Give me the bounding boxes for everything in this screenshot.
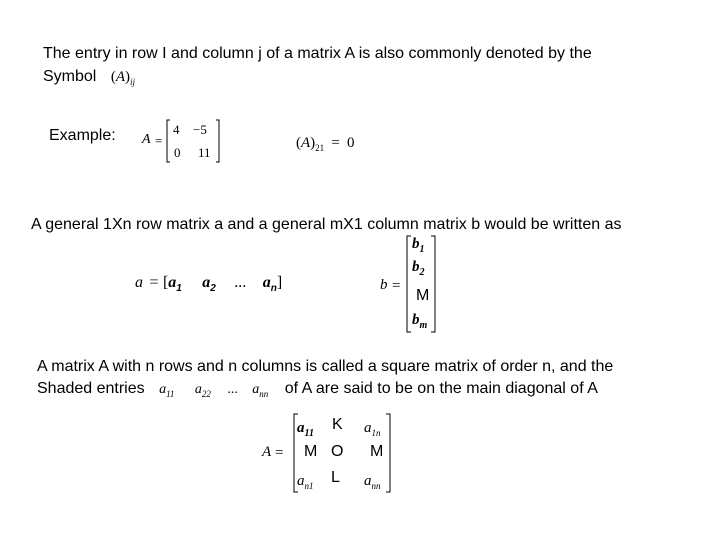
- diag-ann: $a_{nn}$: [252, 382, 269, 399]
- row-matrix-open-bracket: [: [162, 274, 169, 291]
- symbol-notation: $(A)_{ij}$: [110, 69, 135, 87]
- diag-dots: ...: [227, 382, 238, 397]
- example-cell-r1c1: 4: [173, 122, 180, 137]
- row-matrix-lhs: a: [135, 274, 143, 291]
- example-cell-r2c2: 11: [198, 145, 211, 160]
- general-matrix-line: A general 1Xn row matrix a and a general mX1 column matrix b would be written as: [31, 216, 622, 233]
- example-lhs: A: [142, 132, 151, 147]
- square-m-right: M: [370, 443, 384, 460]
- col-entry-b2: $b_2$: [412, 259, 425, 278]
- square-an1: $a_{n1}$: [297, 473, 314, 491]
- example-label: Example:: [49, 127, 116, 144]
- row-matrix-close-bracket: ]: [276, 274, 283, 291]
- col-entry-bm: $b_m$: [412, 312, 428, 331]
- square-eq: =: [275, 445, 284, 461]
- example-cell-r1c2: −5: [193, 122, 207, 137]
- square-matrix-line-1: A matrix A with n rows and n columns is called a square matrix of order n, and the: [37, 358, 614, 375]
- example-entry: $(A)_{21} = 0$: [296, 135, 355, 153]
- col-matrix: [378, 234, 438, 334]
- row-matrix: $a = [a_1$ $a_2$ ... $a_n$]: [135, 274, 283, 294]
- diagonal-suffix: of A are said to be on the main diagonal of A: [284, 380, 598, 397]
- square-matrix-line-2: [37, 379, 598, 404]
- col-entry-b1: $b_1$: [412, 236, 425, 255]
- square-l: L: [331, 469, 340, 486]
- example-eq: =: [155, 133, 163, 148]
- col-matrix-eq: =: [392, 278, 401, 294]
- symbol-label: Symbol: [43, 68, 97, 85]
- square-a1n: $a_{1n}$: [364, 420, 381, 438]
- square-a11: $a_{11}$: [297, 420, 314, 439]
- col-matrix-brackets: [378, 234, 438, 334]
- example-matrix: [140, 118, 230, 164]
- col-entry-mid: M: [416, 287, 430, 304]
- example-brackets: [140, 118, 230, 164]
- diag-a11: $a_{11}$: [159, 382, 175, 399]
- square-lhs: A: [262, 444, 272, 460]
- intro-line-1: The entry in row I and column j of a matrix A is also commonly denoted by the: [43, 45, 592, 62]
- example-cell-r2c1: 0: [174, 145, 181, 160]
- square-k: K: [332, 416, 343, 433]
- square-ann: $a_{nn}$: [364, 473, 381, 491]
- square-m-left: M: [304, 443, 318, 460]
- diag-a22: $a_{22}$: [194, 382, 211, 399]
- square-o: O: [331, 443, 344, 460]
- col-matrix-lhs: b: [380, 277, 388, 293]
- shaded-entries-label: Shaded entries: [37, 380, 145, 397]
- intro-line-2: [43, 67, 135, 92]
- square-matrix: [260, 412, 400, 494]
